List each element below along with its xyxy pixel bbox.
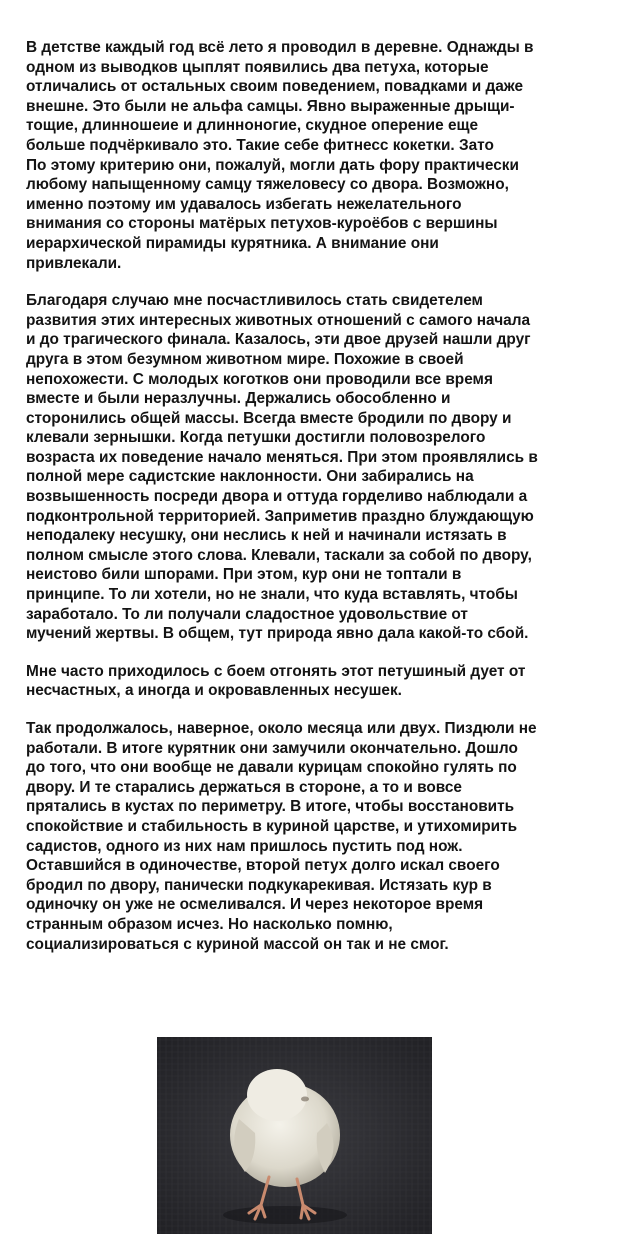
text-line: По этому критерию они, пожалуй, могли дать фору практически	[26, 156, 519, 174]
text-line: принципе. То ли хотели, но не знали, что куда вставлять, чтобы	[26, 586, 518, 604]
article-text	[26, 38, 620, 972]
text-line: до того, что они вообще не давали курицам спокойно гулять по	[26, 759, 517, 777]
text-line: Мне часто приходилось с боем отгонять этот петушиный дует от	[26, 662, 526, 680]
text-line: работали. В итоге курятник они замучили окончательно. Дошло	[26, 739, 518, 757]
text-line: именно поэтому им удавалось избегать нежелательного	[26, 195, 462, 213]
text-line: В детстве каждый год всё лето я проводил в деревне. Однажды в	[26, 39, 534, 56]
text-line: полном смысле этого слова. Клевали, таскали за собой по двору,	[26, 546, 532, 564]
text-line: тощие, длинношеие и длинноногие, скудное оперение еще	[26, 117, 479, 135]
text-line: одиночку он уже не осмеливался. И через некоторое время	[26, 896, 484, 914]
text-line: вместе и были неразлучны. Держались обособленно и	[26, 390, 451, 408]
text-line: Благодаря случаю мне посчастливилось стать свидетелем	[26, 292, 483, 310]
text-line: неистово били шпорами. При этом, кур они не топтали в	[26, 566, 462, 584]
text-line: одном из выводков цыплят появились два петуха, которые	[26, 58, 489, 76]
chick-shadow	[223, 1206, 347, 1224]
text-line: иерархической пирамиды курятника. А внимание они	[26, 234, 439, 252]
text-line: мучений жертвы. В общем, тут природа явно дала какой-то сбой.	[26, 625, 529, 643]
text-line: двору. И те старались держаться в стороне, а то и вовсе	[26, 778, 462, 796]
text-line: друга в этом безумном животном мире. Похожие в своей	[26, 350, 464, 368]
text-line: неподалеку несушку, они неслись к ней и начинали истязать в	[26, 527, 507, 545]
chick-illustration	[157, 1037, 432, 1234]
text-line: возраста их поведение начало меняться. При этом проявлялись в	[26, 448, 538, 466]
text-line: спокойствие и стабильность в куриной царстве, и утихомирить	[26, 817, 518, 835]
text-line: странным образом исчез. Но насколько помню,	[26, 915, 393, 933]
paragraph-1	[26, 38, 620, 273]
text-line: полной мере садистские наклонности. Они забирались на	[26, 468, 474, 486]
text-line: Так продолжалось, наверное, около месяца или двух. Пиздюли не	[26, 720, 537, 737]
text-line: заработало. То ли получали сладостное удовольствие от	[26, 605, 468, 623]
text-line: социализироваться с куриной массой он так и не смог.	[26, 935, 449, 953]
chick-photo	[157, 1037, 432, 1234]
text-line: непохожести. С молодых коготков они проводили все время	[26, 370, 493, 388]
paragraph-4	[26, 719, 620, 954]
text-line: и до трагического финала. Казалось, эти двое друзей нашли друг	[26, 331, 531, 349]
text-line: клевали зернышки. Когда петушки достигли половозрелого	[26, 429, 486, 447]
text-line: внимания со стороны матёрых петухов-куроёбов с вершины	[26, 215, 498, 233]
text-line: развития этих интересных животных отношений с самого начала	[26, 311, 531, 329]
paragraph-3	[26, 662, 620, 701]
text-line: несчастных, а иногда и окровавленных несушек.	[26, 682, 402, 700]
text-line: привлекали.	[26, 254, 122, 272]
text-line: больше подчёркивало это. Такие себе фитнесс кокетки. Зато	[26, 136, 494, 154]
text-line: сторонились общей массы. Всегда вместе бродили по двору и	[26, 409, 512, 427]
text-line: прятались в кустах по периметру. В итоге, чтобы восстановить	[26, 798, 515, 816]
text-line: садистов, одного из них нам пришлось пустить под нож.	[26, 837, 463, 855]
text-line: Оставшийся в одиночестве, второй петух долго искал своего	[26, 857, 500, 875]
text-line: бродил по двору, панически подкукарекивая. Истязать кур в	[26, 876, 492, 894]
text-line: любому напыщенному самцу тяжеловесу со двора. Возможно,	[26, 176, 509, 194]
text-line: отличались от остальных своим поведением, повадками и даже	[26, 78, 524, 96]
text-line: подконтрольной территорией. Заприметив праздно блуждающую	[26, 507, 534, 525]
paragraph-2	[26, 291, 620, 644]
text-line: внешне. Это были не альфа самцы. Явно выраженные дрыщи-	[26, 97, 515, 115]
text-line: возвышенность посреди двора и оттуда горделиво наблюдали а	[26, 488, 528, 506]
